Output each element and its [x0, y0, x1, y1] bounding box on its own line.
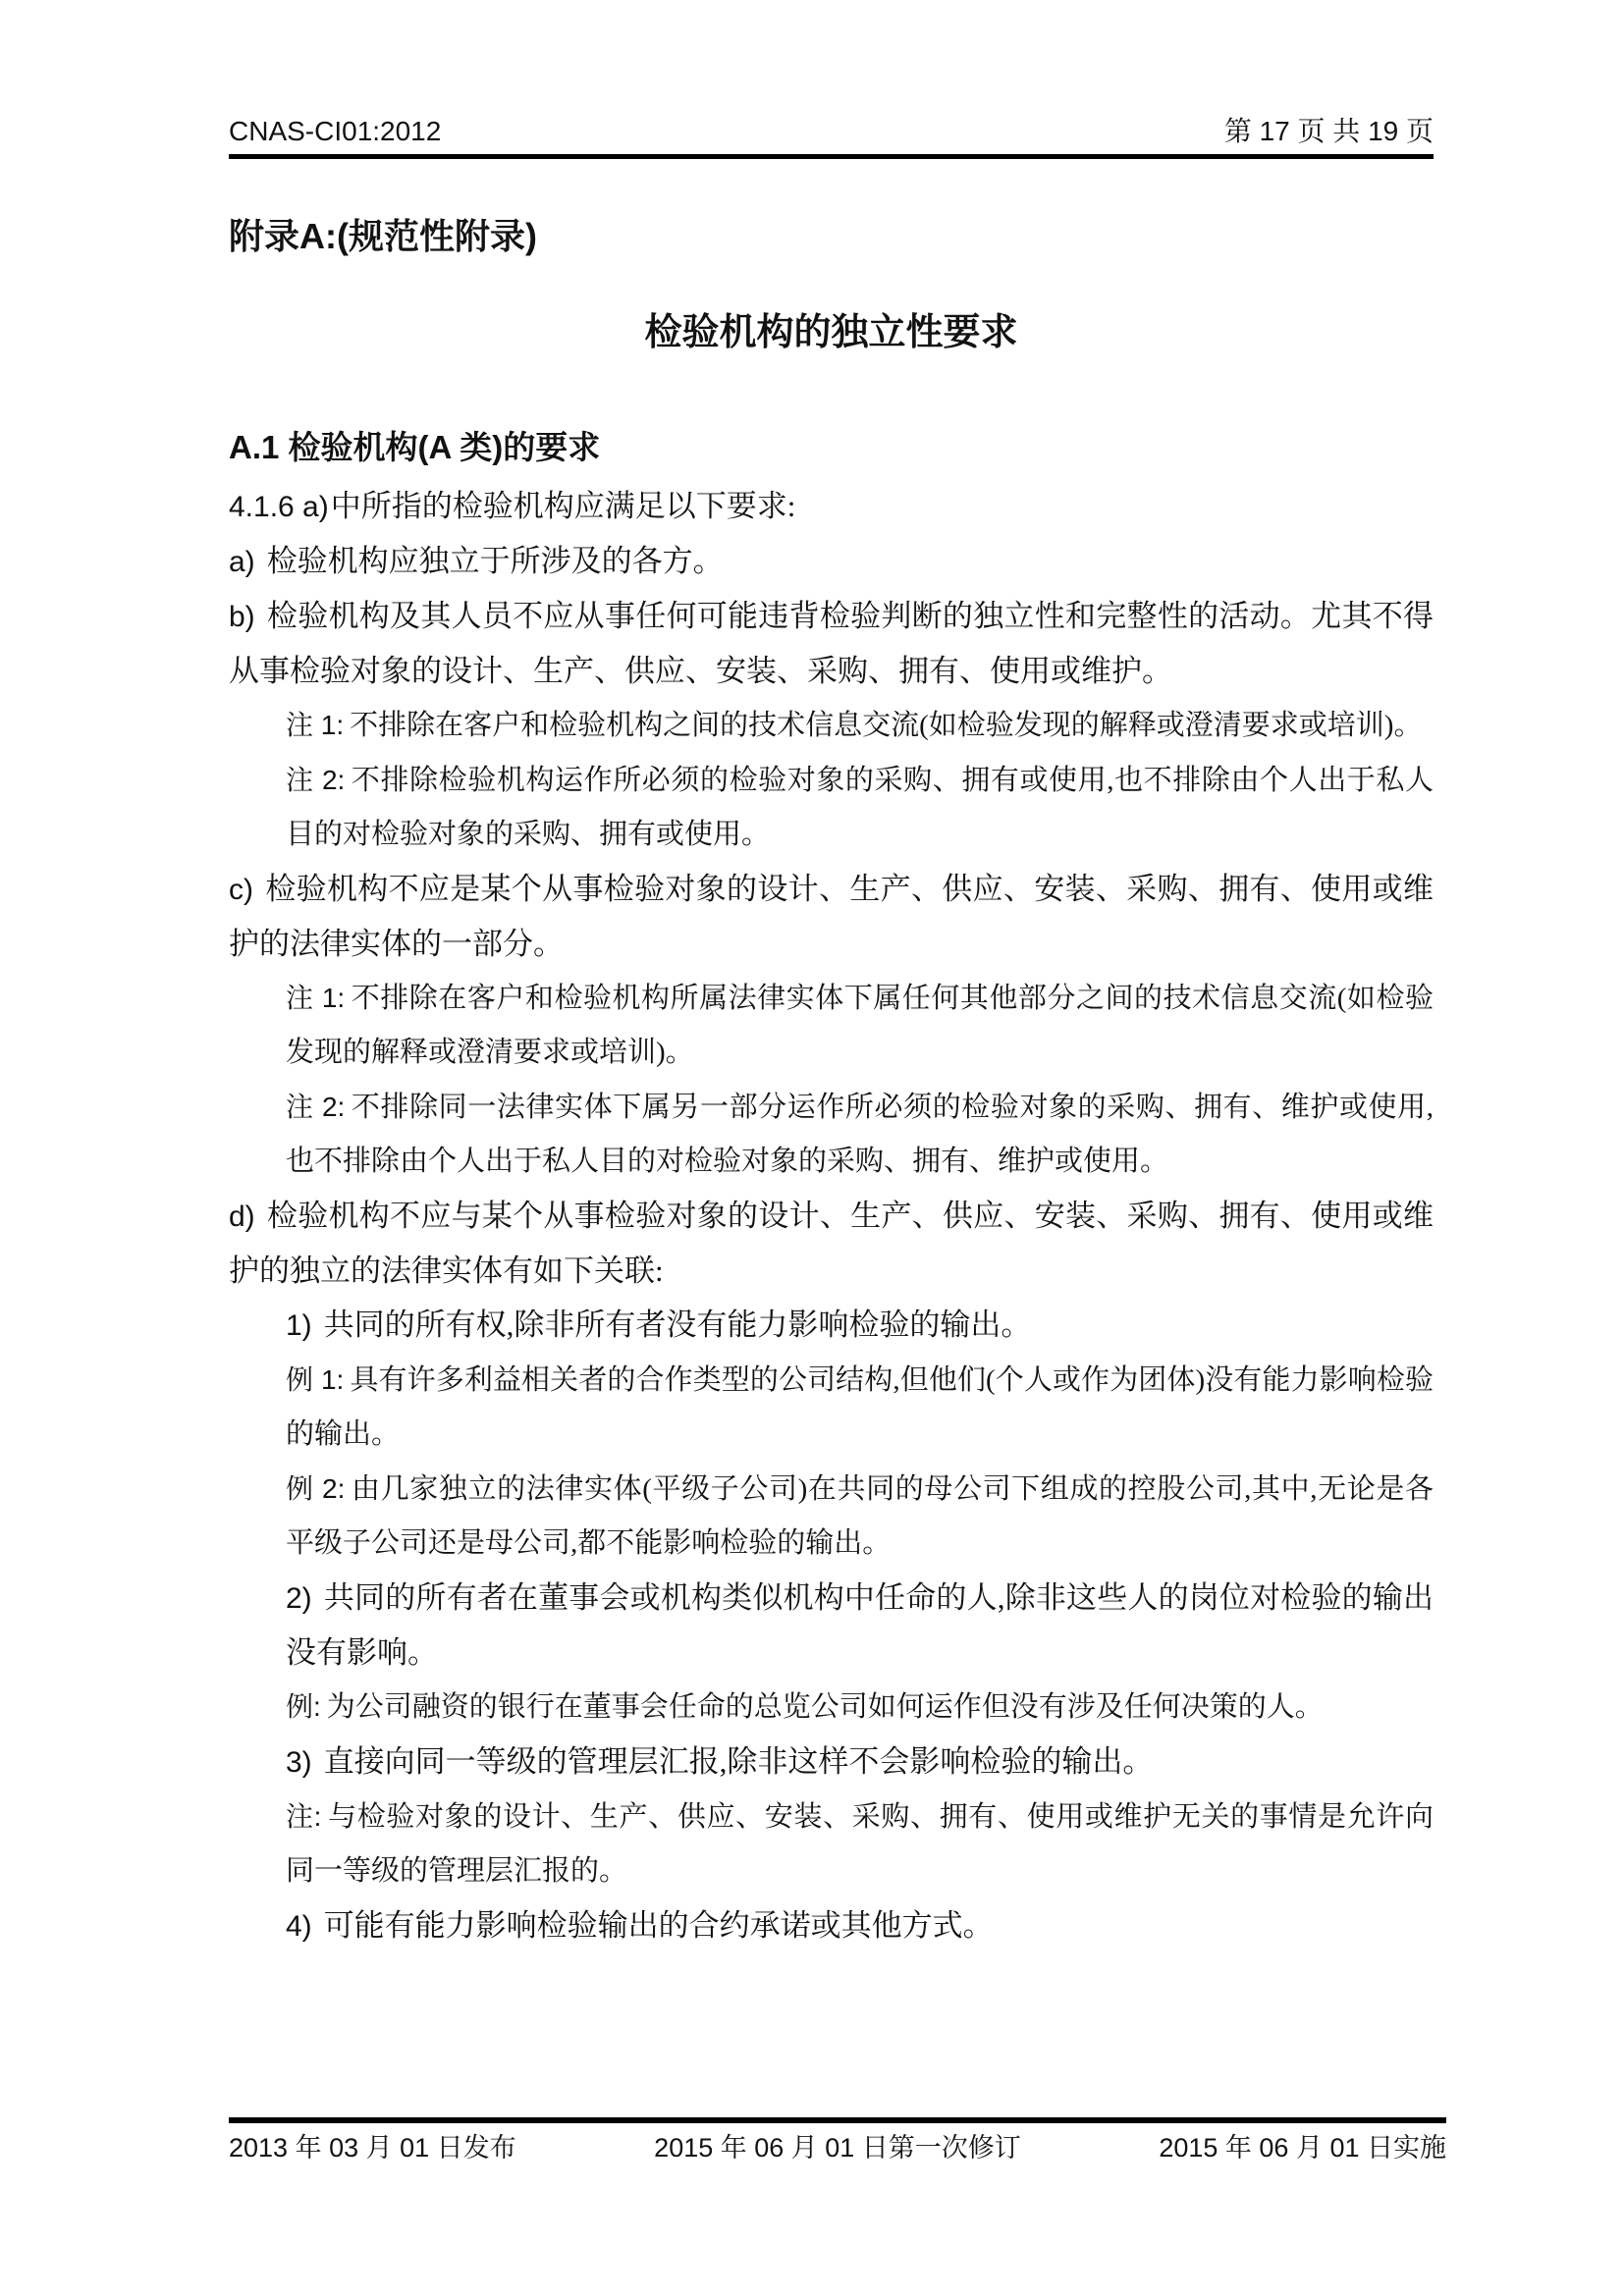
paragraph-sub	[286, 1298, 1434, 1353]
item-marker: c)	[229, 874, 253, 906]
paragraph-text: 直接向同一等级的管理层汇报,除非这样不会影响检验的输出。	[323, 1744, 1154, 1779]
note-label: 注 2:	[286, 1092, 346, 1122]
paragraph-text: 为公司融资的银行在董事会任命的总览公司如何运作但没有涉及任何决策的人。	[326, 1691, 1324, 1723]
section-heading: A.1 检验机构(A 类)的要求	[229, 429, 601, 465]
paragraph-note	[286, 1353, 1434, 1462]
note-label: 例 1:	[286, 1364, 345, 1395]
note-label: 例 2:	[286, 1473, 346, 1504]
header-doc-code: CNAS-CI01:2012	[229, 116, 442, 146]
item-marker: d)	[229, 1201, 255, 1233]
paragraph-text: 可能有能力影响检验输出的合约承诺或其他方式。	[323, 1908, 994, 1943]
footer-revised-date: 2015 年 06 月 01 日第一次修订	[654, 2133, 1021, 2163]
paragraph-text: 由几家独立的法律实体(平级子公司)在共同的母公司下组成的控股公司,其中,无论是各平级子公司还是母公司,都不能影响检验的输出。	[286, 1473, 1434, 1559]
paragraph-text: 中所指的检验机构应满足以下要求:	[330, 489, 796, 523]
footer-implemented-date: 2015 年 06 月 01 日实施	[1159, 2133, 1446, 2163]
footer-published-date: 2013 年 03 月 01 日发布	[229, 2133, 516, 2163]
item-marker: a)	[229, 546, 255, 578]
paragraph-text: 检验机构不应是某个从事检验对象的设计、生产、供应、安装、采购、拥有、使用或维护的法律实体的一部分。	[229, 872, 1434, 961]
paragraph-text: 不排除在客户和检验机构所属法律实体下属任何其他部分之间的技术信息交流(如检验发现的解释或澄清要求或培训)。	[286, 983, 1434, 1068]
paragraph-note	[286, 1080, 1434, 1189]
paragraph-note	[286, 1462, 1434, 1571]
paragraph-item	[229, 534, 1434, 589]
paragraph-note	[286, 753, 1434, 862]
note-label: 注 1:	[286, 983, 346, 1013]
paragraph-intro	[229, 479, 1434, 534]
paragraph-item	[229, 589, 1434, 698]
item-marker: 1)	[286, 1309, 312, 1342]
paragraph-sub	[286, 1571, 1434, 1680]
paragraph-item	[229, 862, 1434, 971]
paragraph-text: 不排除检验机构运作所必须的检验对象的采购、拥有或使用,也不排除由个人出于私人目的对检验对象的采购、拥有或使用。	[286, 765, 1434, 850]
paragraph-text: 检验机构不应与某个从事检验对象的设计、生产、供应、安装、采购、拥有、使用或维护的独立的法律实体有如下关联:	[229, 1199, 1434, 1288]
page-footer	[229, 2117, 1446, 2163]
paragraph-sub	[286, 1898, 1434, 1953]
paragraph-text: 共同的所有权,除非所有者没有能力影响检验的输出。	[323, 1308, 1032, 1342]
paragraph-text: 不排除在客户和检验机构之间的技术信息交流(如检验发现的解释或澄清要求或培训)。	[350, 710, 1423, 741]
item-marker: 2)	[286, 1582, 312, 1615]
paragraph-note	[286, 971, 1434, 1080]
appendix-title: 附录A:(规范性附录)	[229, 216, 537, 256]
paragraph-note	[286, 1680, 1434, 1735]
paragraph-note	[286, 698, 1434, 753]
item-marker: 4.1.6 a)	[229, 491, 329, 523]
item-marker: 4)	[286, 1910, 312, 1943]
item-marker: 3)	[286, 1746, 312, 1779]
paragraph-sub	[286, 1735, 1434, 1789]
paragraph-text: 具有许多利益相关者的合作类型的公司结构,但他们(个人或作为团体)没有能力影响检验的输出。	[286, 1364, 1434, 1450]
paragraph-text: 不排除同一法律实体下属另一部分运作所必须的检验对象的采购、拥有、维护或使用,也不排除由个人出于私人目的对检验对象的采购、拥有、维护或使用。	[286, 1092, 1434, 1177]
paragraph-text: 检验机构及其人员不应从事任何可能违背检验判断的独立性和完整性的活动。尤其不得从事检验对象的设计、生产、供应、安装、采购、拥有、使用或维护。	[229, 599, 1434, 688]
note-label: 注 2:	[286, 765, 346, 795]
paragraph-text: 共同的所有者在董事会或机构类似机构中任命的人,除非这些人的岗位对检验的输出没有影响。	[286, 1580, 1434, 1670]
paragraph-item	[229, 1189, 1434, 1298]
header-page-number: 第 17 页 共 19 页	[1223, 116, 1434, 146]
document-body	[229, 479, 1434, 1953]
page-header	[229, 116, 1434, 159]
paragraph-text: 与检验对象的设计、生产、供应、安装、采购、拥有、使用或维护无关的事情是允许向同一等级的管理层汇报的。	[286, 1801, 1434, 1887]
note-label: 例:	[286, 1691, 321, 1722]
item-marker: b)	[229, 601, 255, 633]
document-title: 检验机构的独立性要求	[644, 312, 1018, 353]
note-label: 注 1:	[286, 710, 345, 740]
note-label: 注:	[286, 1801, 322, 1832]
paragraph-note	[286, 1789, 1434, 1898]
paragraph-text: 检验机构应独立于所涉及的各方。	[266, 544, 724, 578]
